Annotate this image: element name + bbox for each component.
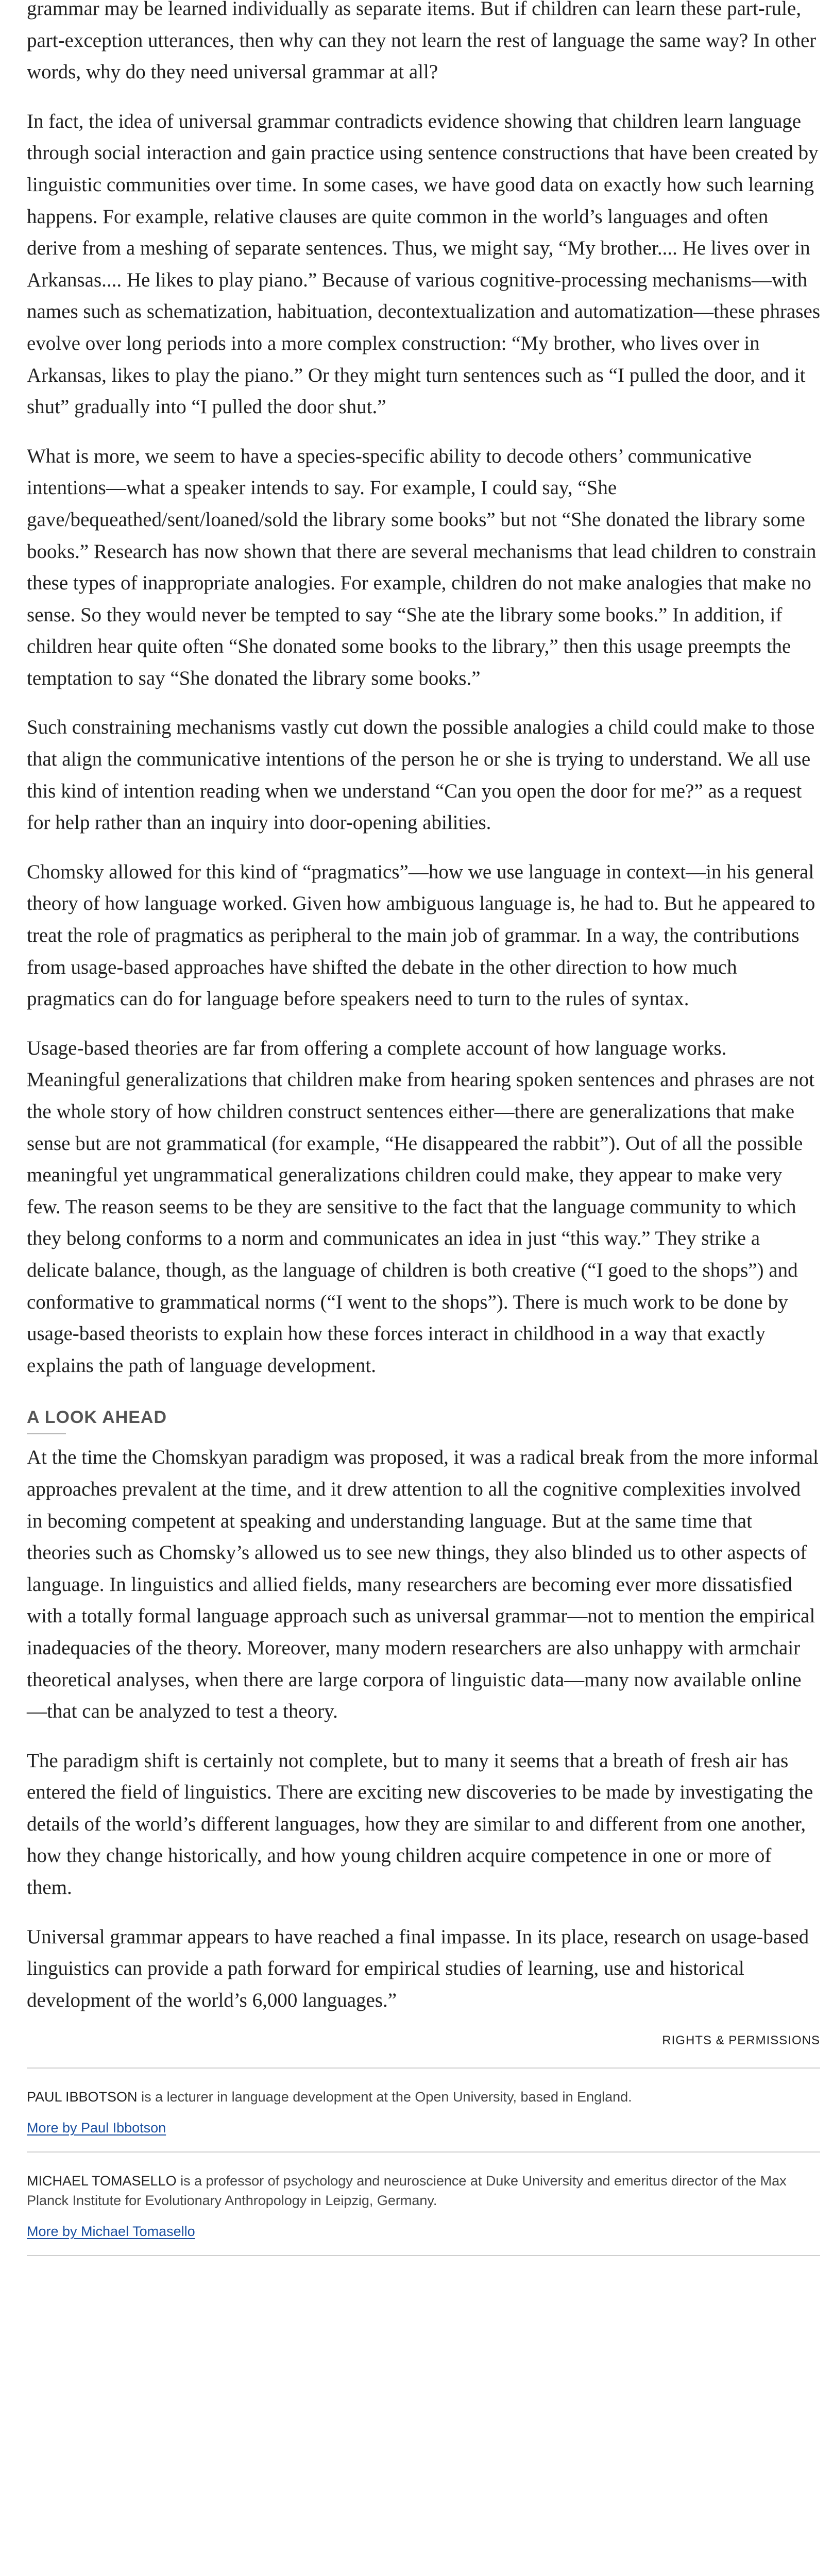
author-bio — [27, 2087, 820, 2107]
more-by-author-link[interactable]: More by Paul Ibbotson — [27, 2120, 166, 2136]
more-by-author-link[interactable]: More by Michael Tomasello — [27, 2224, 195, 2240]
article-paragraph: grammar may be learned individually as separate items. But if children can learn these part-rule, part-exception utterances, then why can they not learn the rest of language the same way? In other words, why do they need universal grammar at all? — [27, 0, 817, 83]
article-body — [27, 0, 820, 2256]
author-name: MICHAEL TOMASELLO — [27, 2173, 177, 2189]
article-paragraph: Universal grammar appears to have reached a final impasse. In its place, research on usage-based linguistics can provide a path forward for empirical studies of learning, use and historical development of the world’s 6,000 languages.” — [27, 1925, 809, 2011]
author-bio-block — [27, 2153, 820, 2255]
author-bio-block — [27, 2069, 820, 2151]
section-heading-rule — [27, 1433, 66, 1434]
author-bio — [27, 2171, 820, 2210]
rights-row — [27, 2033, 820, 2052]
article-paragraph: At the time the Chomskyan paradigm was proposed, it was a radical break from the more informal approaches prevalent at the time, and it drew attention to all the cognitive complexities involved in becoming competent at speaking and understanding language. But at the same time that theories such as Chomsky’s allowed us to see new things, they also blinded us to other aspects of language. In linguistics and allied fields, many researchers are becoming ever more dissatisfied with a totally formal language approach such as universal grammar—not to mention the empirical inadequacies of the theory. Moreover, many modern researchers are also unhappy with armchair theoretical analyses, when there are large corpora of linguistic data—many now available online—that can be analyzed to test a theory. — [27, 1446, 819, 1723]
article-paragraph: What is more, we seem to have a species-specific ability to decode others’ communicative intentions—what a speaker intends to say. For example, I could say, “She gave/bequeathed/sent/loaned/sold the library some books” but not “She donated the library some books.” Research has now shown that there are several mechanisms that lead children to constrain these types of inappropriate analogies. For example, children do not make analogies that make no sense. So they would never be tempted to say “She ate the library some books.” In addition, if children hear quite often “She donated some books to the library,” then this usage preempts the temptation to say “She donated the library some books.” — [27, 445, 817, 689]
divider — [27, 2255, 820, 2256]
article-paragraph: Chomsky allowed for this kind of “pragmatics”—how we use language in context—in his general theory of how language worked. Given how ambiguous language is, he had to. But he appeared to treat the role of pragmatics as peripheral to the main job of grammar. In a way, the contributions from usage-based approaches have shifted the debate in the other direction to how much pragmatics can do for language before speakers need to turn to the rules of syntax. — [27, 860, 815, 1010]
article-paragraph: The paradigm shift is certainly not complete, but to many it seems that a breath of fresh air has entered the field of linguistics. There are exciting new discoveries to be made by investigating the details of the world’s different languages, how they are similar to and different from one another, how they change historically, and how young children acquire competence in one or more of them. — [27, 1749, 813, 1899]
rights-permissions-link[interactable]: RIGHTS & PERMISSIONS — [662, 2033, 820, 2048]
article-paragraph: In fact, the idea of universal grammar contradicts evidence showing that children learn language through social interaction and gain practice using sentence constructions that have been created by linguistic communities over time. In some cases, we have good data on exactly how such learning happens. For example, relative clauses are quite common in the world’s languages and often derive from a meshing of separate sentences. Thus, we might say, “My brother.... He lives over in Arkansas.... He likes to play piano.” Because of various cognitive-processing mechanisms—with names such as schematization, habituation, decontextualization and automatization—these phrases evolve over long periods into a more complex construction: “My brother, who lives over in Arkansas, likes to play the piano.” Or they might turn sentences such as “I pulled the door, and it shut” gradually into “I pulled the door shut.” — [27, 110, 821, 418]
section-heading: A LOOK AHEAD — [27, 1408, 167, 1428]
article-paragraph: Such constraining mechanisms vastly cut down the possible analogies a child could make to those that align the communicative intentions of the person he or she is trying to understand. We all use this kind of intention reading when we understand “Can you open the door for me?” as a request for help rather than an inquiry into door-opening abilities. — [27, 716, 815, 834]
author-bio-text: is a professor of psychology and neuroscience at Duke University and emeritus director of the Max Planck Institute for Evolutionary Anthropology in Leipzig, Germany. — [27, 2173, 787, 2209]
author-bio-text: is a lecturer in language development at the Open University, based in England. — [137, 2089, 632, 2105]
author-name: PAUL IBBOTSON — [27, 2089, 138, 2105]
article-paragraph: Usage-based theories are far from offering a complete account of how language works. Meaningful generalizations that children make from hearing spoken sentences and phrases are not the whole story of how children construct sentences either—there are generalizations that make sense but are not grammatical (for example, “He disappeared the rabbit”). Out of all the possible meaningful yet ungrammatical generalizations children could make, they appear to make very few. The reason seems to be they are sensitive to the fact that the language community to which they belong conforms to a norm and communicates an idea in just “this way.” They strike a delicate balance, though, as the language of children is both creative (“I goed to the shops”) and conformative to grammatical norms (“I went to the shops”). There is much work to be done by usage-based theorists to explain how these forces interact in childhood in a way that exactly explains the path of language development. — [27, 1037, 815, 1377]
